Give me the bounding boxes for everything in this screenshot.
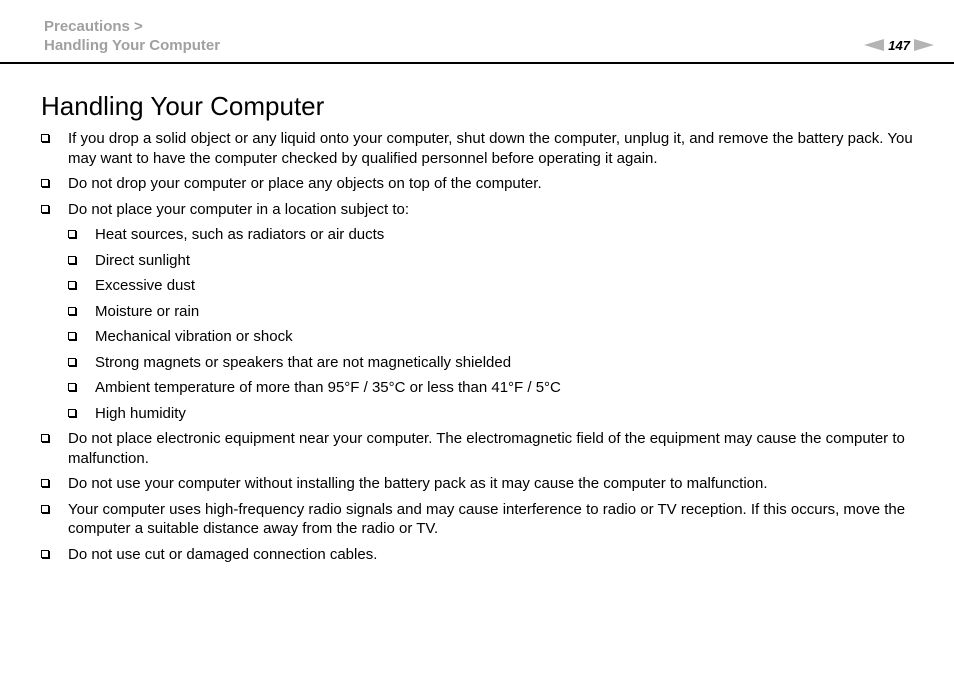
- sub-list-item: [68, 378, 921, 398]
- list-item: [41, 129, 921, 168]
- sub-list-item: [68, 353, 921, 373]
- list-item: [41, 500, 921, 539]
- sub-list-item: [68, 327, 921, 347]
- list-item-text: Direct sunlight: [95, 251, 191, 269]
- list-item-text: Ambient temperature of more than 95°F / 35°C or less than 41°F / 5°C: [95, 379, 561, 396]
- list-item-text: Do not use cut or damaged connection cables.: [68, 545, 378, 563]
- sub-list-item: [68, 225, 921, 245]
- breadcrumb-current[interactable]: Handling Your Computer: [44, 37, 221, 54]
- list-item-text: Do not place electronic equipment near your computer. The electromagnetic field of the equipment may cause the computer to malfunction.: [68, 430, 905, 467]
- sub-list-item: [68, 276, 921, 296]
- page-navigator: [864, 36, 934, 54]
- checkbox-bullet-icon: [41, 434, 49, 442]
- checkbox-bullet-icon: [68, 409, 76, 417]
- list-item-text: Do not place your computer in a location subject to:: [68, 200, 410, 218]
- breadcrumb-section[interactable]: Precautions >: [44, 18, 143, 35]
- checkbox-bullet-icon: [41, 134, 49, 142]
- checkbox-bullet-icon: [68, 256, 76, 264]
- list-item-text: Moisture or rain: [95, 302, 200, 320]
- sub-list-item: [68, 404, 921, 424]
- list-item-text: Excessive dust: [95, 277, 196, 294]
- checkbox-bullet-icon: [68, 358, 76, 366]
- list-item-text: High humidity: [95, 404, 186, 422]
- list-item: [41, 429, 921, 468]
- list-item-text: Heat sources, such as radiators or air ducts: [95, 226, 385, 243]
- list-item-text: Mechanical vibration or shock: [95, 328, 293, 345]
- checkbox-bullet-icon: [41, 550, 49, 558]
- list-item-text: If you drop a solid object or any liquid onto your computer, shut down the computer, unplug it, and remove the battery pack. You may want to have the computer checked by qualified personnel before operating it again.: [68, 130, 913, 167]
- sub-list-item: [68, 302, 921, 322]
- list-item-text: Do not drop your computer or place any objects on top of the computer.: [68, 175, 542, 192]
- checkbox-bullet-icon: [41, 179, 49, 187]
- checkbox-bullet-icon: [41, 505, 49, 513]
- list-item: [41, 545, 921, 565]
- checkbox-bullet-icon: [41, 479, 49, 487]
- arrow-left-icon[interactable]: [864, 39, 884, 51]
- checkbox-bullet-icon: [41, 205, 49, 213]
- list-item: [41, 474, 921, 494]
- list-item-text: Strong magnets or speakers that are not magnetically shielded: [95, 353, 512, 371]
- checkbox-bullet-icon: [68, 281, 76, 289]
- precautions-list: [41, 129, 921, 570]
- sub-list-item: [68, 251, 921, 271]
- checkbox-bullet-icon: [68, 332, 76, 340]
- checkbox-bullet-icon: [68, 307, 76, 315]
- breadcrumb: [44, 17, 220, 55]
- checkbox-bullet-icon: [68, 230, 76, 238]
- list-item: [41, 174, 921, 194]
- arrow-right-icon[interactable]: [914, 39, 934, 51]
- list-item: [41, 200, 921, 220]
- list-item-text: Do not use your computer without installing the battery pack as it may cause the computer to malfunction.: [68, 475, 768, 492]
- list-item-text: Your computer uses high-frequency radio signals and may cause interference to radio or TV reception. If this occurs, move the computer a suitable distance away from the radio or TV.: [68, 500, 906, 537]
- checkbox-bullet-icon: [68, 383, 76, 391]
- header-divider: [0, 62, 954, 64]
- page-title: Handling Your Computer: [41, 91, 325, 121]
- page-number: 147: [888, 37, 910, 53]
